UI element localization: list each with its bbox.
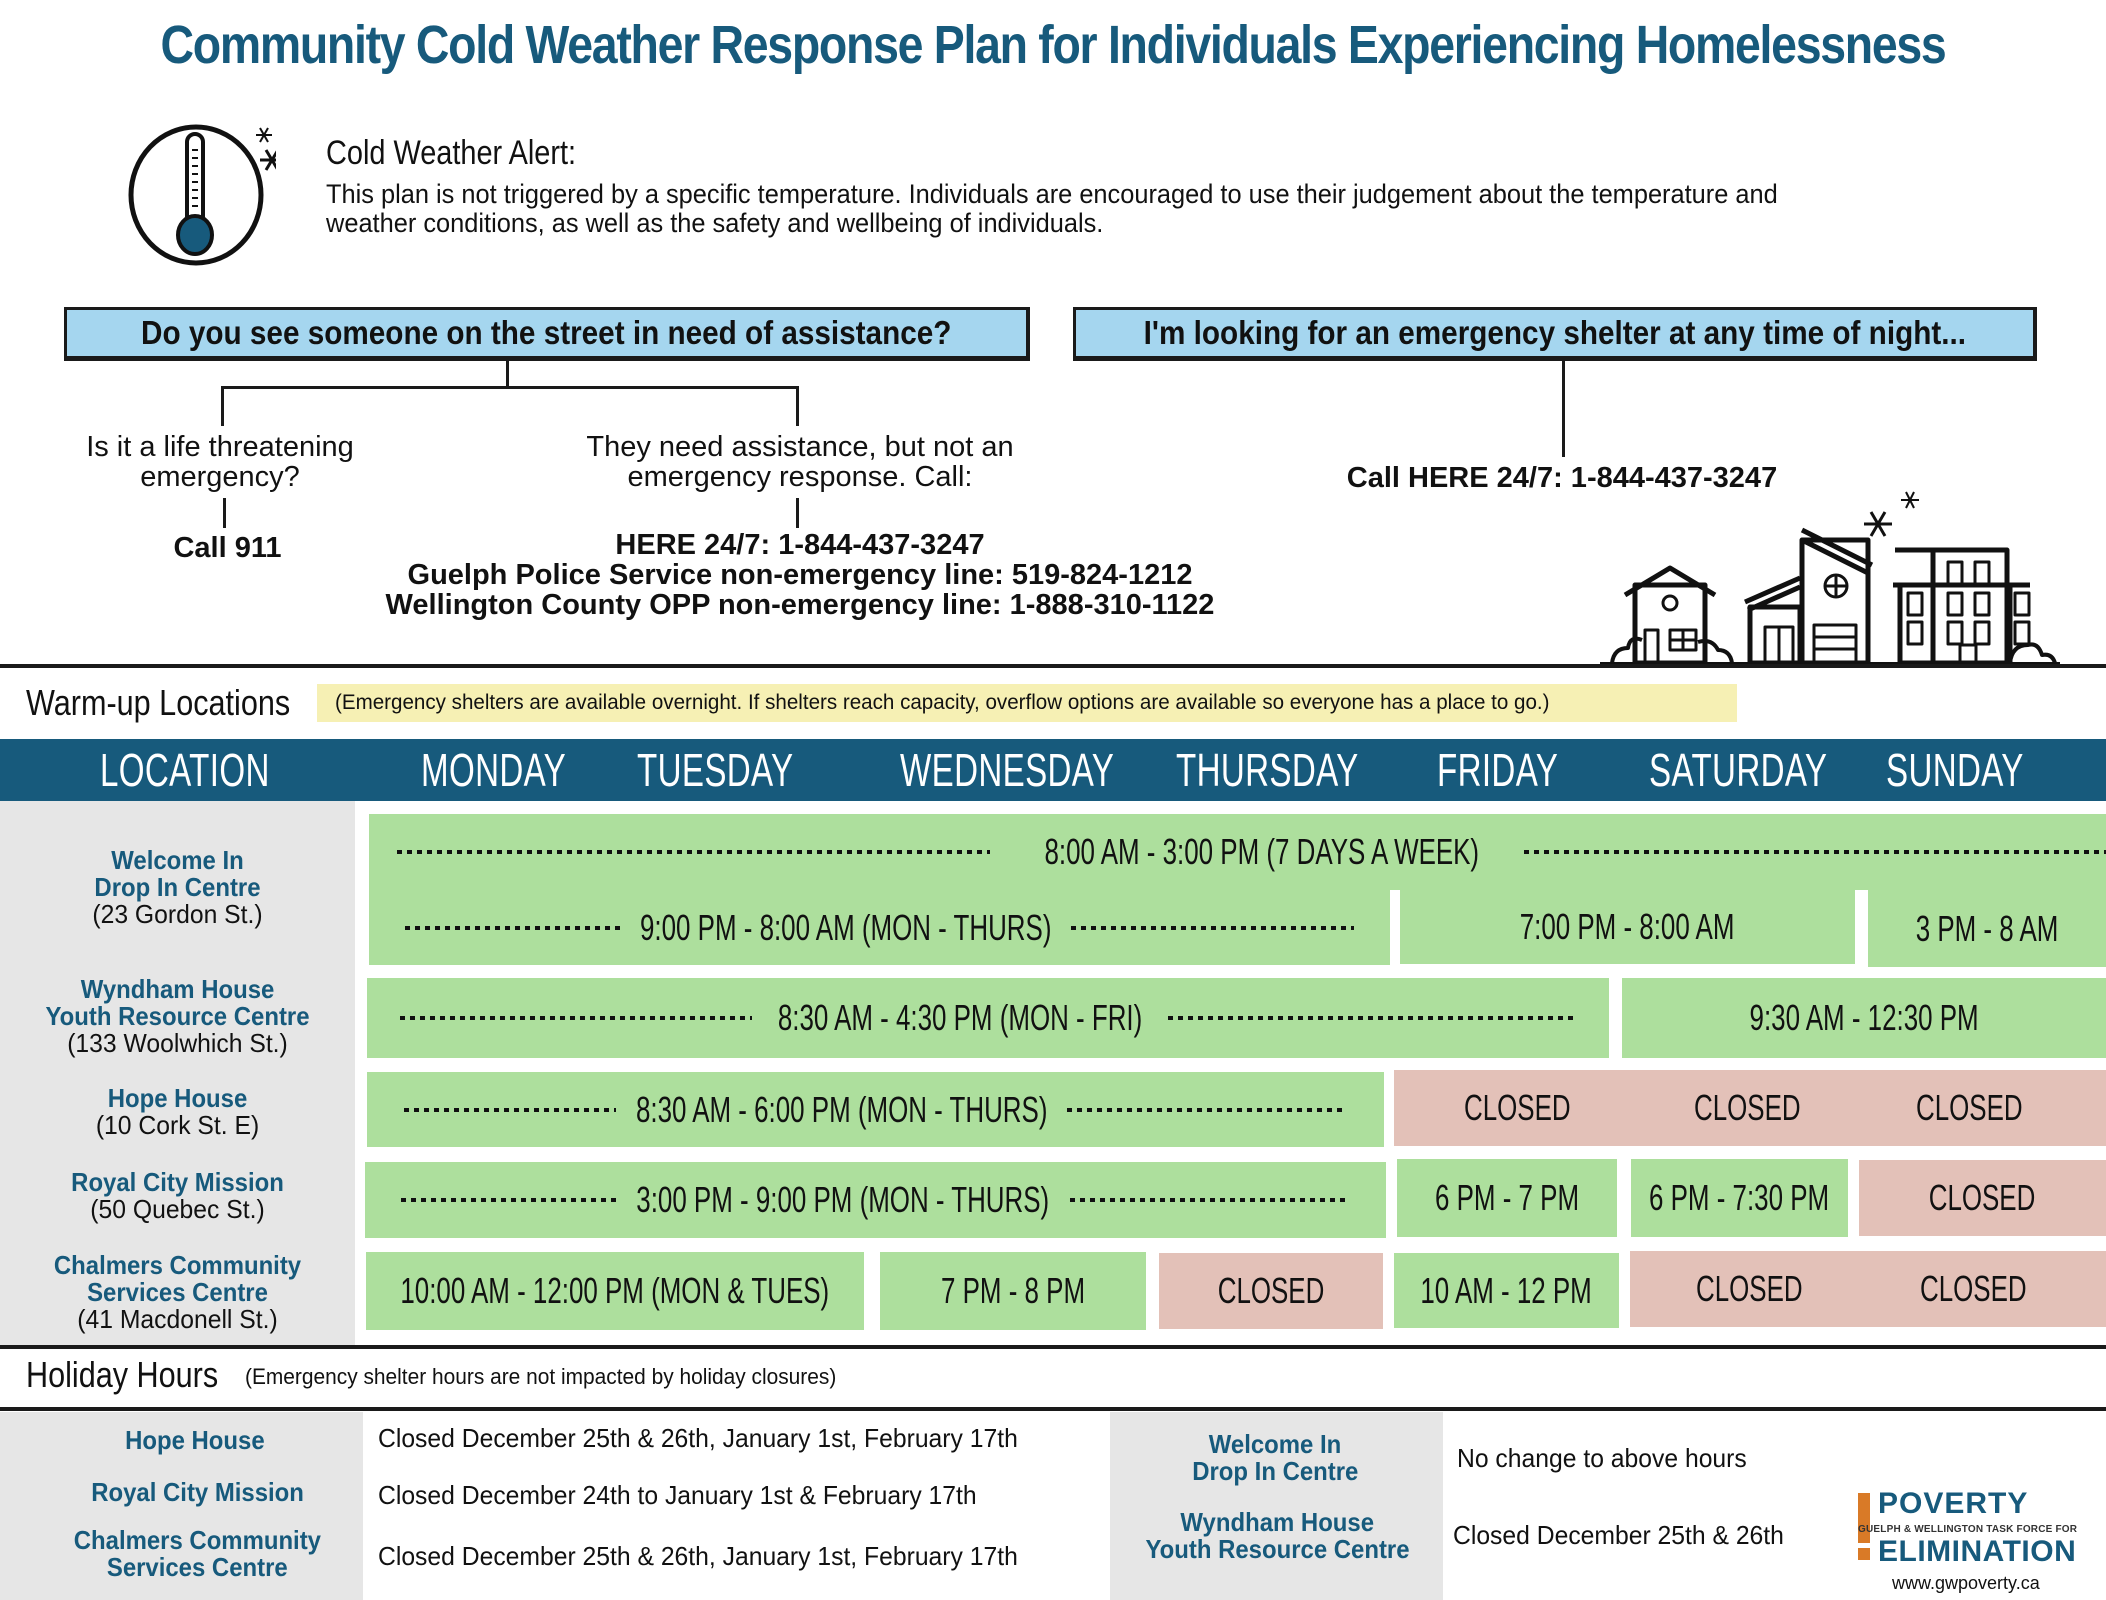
alert-body: This plan is not triggered by a specific temperature. Individuals are encouraged to use their judgement about the temperature and weather conditions, as well as the safety and wellbeing of individuals. [326,179,1778,238]
location-name: Drop In Centre [94,872,261,902]
page-title: Community Cold Weather Response Plan for Individuals Experiencing Homelessness [160,15,1946,75]
col-header-monday: MONDAY [421,744,567,796]
location-address: (41 Macdonell St.) [77,1304,278,1334]
dotted-leader [404,1108,616,1112]
call-911: Call 911 [173,532,282,564]
schedule-time: 3 PM - 8 AM [1915,907,2059,949]
alert-heading: Cold Weather Alert: [326,134,577,172]
schedule-cell-closed [1159,1253,1383,1329]
branch-a-question: Is it a life threatening emergency? [86,431,354,493]
location-address: (23 Gordon St.) [92,899,263,929]
dotted-leader [1070,1198,1350,1202]
logo-url[interactable]: www.gwpoverty.ca [1892,1573,2040,1593]
exclamation-icon [1858,1493,1870,1543]
schedule-cell [1397,1159,1617,1237]
location-address: (10 Cork St. E) [95,1110,260,1140]
poverty-elimination-logo [1858,1487,2088,1597]
schedule-cell [365,1162,1386,1238]
col-header-wednesday: WEDNESDAY [900,744,1115,796]
dotted-leader [400,1016,752,1020]
col-header-location: LOCATION [100,744,270,796]
question-street-assistance [64,307,1030,361]
col-header-tuesday: TUESDAY [637,744,794,796]
houses-illustration-icon [1590,490,2060,666]
holiday-location-name: Welcome In Drop In Centre [1191,1429,1359,1486]
location-name: Chalmers Community [53,1250,302,1280]
location-address: (50 Quebec St.) [90,1194,265,1224]
schedule-time: CLOSED [1694,1087,1801,1128]
col-header-friday: FRIDAY [1437,744,1559,796]
schedule-cell [1394,1253,1619,1328]
holiday-hours-text: Closed December 25th & 26th, January 1st, February 17th [378,1423,1018,1453]
contact-guelph-police: Guelph Police Service non-emergency line: 519-824-1212 [407,559,1193,591]
schedule-time: CLOSED [1464,1087,1571,1128]
connector-line [796,386,799,426]
dotted-leader [401,1198,616,1202]
schedule-time: CLOSED [1217,1270,1325,1311]
connector-line [221,386,224,426]
schedule-time: CLOSED [1929,1177,2036,1218]
exclamation-dot-icon [1858,1548,1870,1560]
holiday-location-name: Chalmers Community Services Centre [73,1525,322,1582]
schedule-time: 9:00 PM - 8:00 AM (MON - THURS) [639,906,1052,948]
col-header-saturday: SATURDAY [1649,744,1828,796]
logo-elimination: ELIMINATION [1878,1535,2077,1568]
holiday-location-name: Wyndham House Youth Resource Centre [1145,1507,1410,1564]
schedule-time: 9:30 AM - 12:30 PM [1749,997,1979,1038]
schedule-cell-closed [1630,1251,2106,1327]
location-name: Welcome In [111,845,244,875]
location-hope-house [0,1085,355,1139]
holiday-note: (Emergency shelter hours are not impacted by holiday closures) [245,1364,837,1389]
schedule-cell-closed [1394,1070,2106,1146]
holiday-hours-text: Closed December 25th & 26th [1453,1520,1784,1550]
location-address: (133 Woolwhich St.) [67,1028,288,1058]
location-chalmers [0,1252,355,1333]
location-name: Hope House [107,1083,248,1113]
schedule-time: 7 PM - 8 PM [940,1270,1086,1311]
holiday-location-name: Hope House [125,1425,265,1455]
col-header-thursday: THURSDAY [1176,744,1359,796]
schedule-cell [1868,890,2106,967]
schedule-cell [367,1072,1384,1147]
dotted-leader [1524,850,2106,854]
schedule-time: 6 PM - 7:30 PM [1649,1177,1830,1218]
dotted-leader [1067,1108,1347,1112]
dotted-leader [405,926,620,930]
schedule-time: 6 PM - 7 PM [1434,1177,1580,1218]
question-street-assistance-text: Do you see someone on the street in need of assistance? [141,314,952,351]
location-name: Youth Resource Centre [45,1001,310,1031]
location-name: Services Centre [87,1277,268,1307]
question-emergency-shelter [1073,307,2037,361]
schedule-cell [369,890,1390,965]
logo-task-force: GUELPH & WELLINGTON TASK FORCE FOR [1858,1524,2078,1535]
connector-line [223,498,226,528]
connector-line [506,361,509,387]
schedule-time: 10:00 AM - 12:00 PM (MON & TUES) [400,1270,830,1311]
holiday-hours-text: Closed December 25th & 26th, January 1st, February 17th [378,1541,1018,1571]
dotted-leader [1168,1016,1576,1020]
schedule-time: CLOSED [1696,1268,1803,1309]
section-divider [0,1407,2106,1411]
schedule-cell-closed [1859,1160,2106,1236]
logo-poverty: POVERTY [1878,1487,2029,1520]
contact-here247: HERE 24/7: 1-844-437-3247 [615,529,985,561]
schedule-time: 8:00 AM - 3:00 PM (7 DAYS A WEEK) [1044,831,1480,872]
holiday-location-name: Royal City Mission [91,1477,304,1507]
connector-line [1562,361,1565,457]
holiday-title: Holiday Hours [26,1354,219,1395]
schedule-time: 8:30 AM - 6:00 PM (MON - THURS) [635,1088,1048,1130]
holiday-hours-text: No change to above hours [1457,1443,1747,1473]
thermometer-icon [126,122,276,267]
dotted-leader [1071,926,1354,930]
location-wyndham-house [0,976,355,1057]
location-name: Wyndham House [80,974,275,1004]
contact-opp: Wellington County OPP non-emergency line: 1-888-310-1122 [385,589,1215,621]
section-divider [0,664,2106,668]
warmup-note-text: (Emergency shelters are available overnight. If shelters reach capacity, overflow options are available so everyone has a place to go.) [335,691,1550,714]
schedule-cell [1622,978,2106,1058]
schedule-cell [367,978,1609,1058]
schedule-cell [880,1252,1146,1330]
warmup-title: Warm-up Locations [26,682,291,723]
question-emergency-shelter-text: I'm looking for an emergency shelter at any time of night... [1143,314,1966,351]
connector-line [221,386,799,389]
holiday-hours-text: Closed December 24th to January 1st & February 17th [378,1480,977,1510]
connector-line [796,498,799,528]
dotted-leader [397,850,990,854]
schedule-cell [369,814,2106,890]
location-royal-city-mission [0,1169,355,1223]
location-welcome-in [0,847,355,928]
schedule-time: 7:00 PM - 8:00 AM [1520,906,1735,947]
schedule-time: 3:00 PM - 9:00 PM (MON - THURS) [636,1179,1050,1220]
branch-b-question: They need assistance, but not an emergency response. Call: [586,431,1014,493]
col-header-sunday: SUNDAY [1886,744,2024,796]
schedule-time: CLOSED [1920,1268,2027,1309]
schedule-cell [1631,1159,1848,1237]
schedule-cell [366,1252,864,1330]
call-here247: Call HERE 24/7: 1-844-437-3247 [1346,462,1778,494]
section-divider [0,1345,2106,1349]
schedule-cell [1400,890,1855,964]
location-name: Royal City Mission [71,1167,284,1197]
schedule-time: CLOSED [1916,1087,2023,1128]
schedule-time: 10 AM - 12 PM [1420,1269,1593,1311]
schedule-time: 8:30 AM - 4:30 PM (MON - FRI) [777,997,1143,1038]
warmup-note [317,684,1737,722]
